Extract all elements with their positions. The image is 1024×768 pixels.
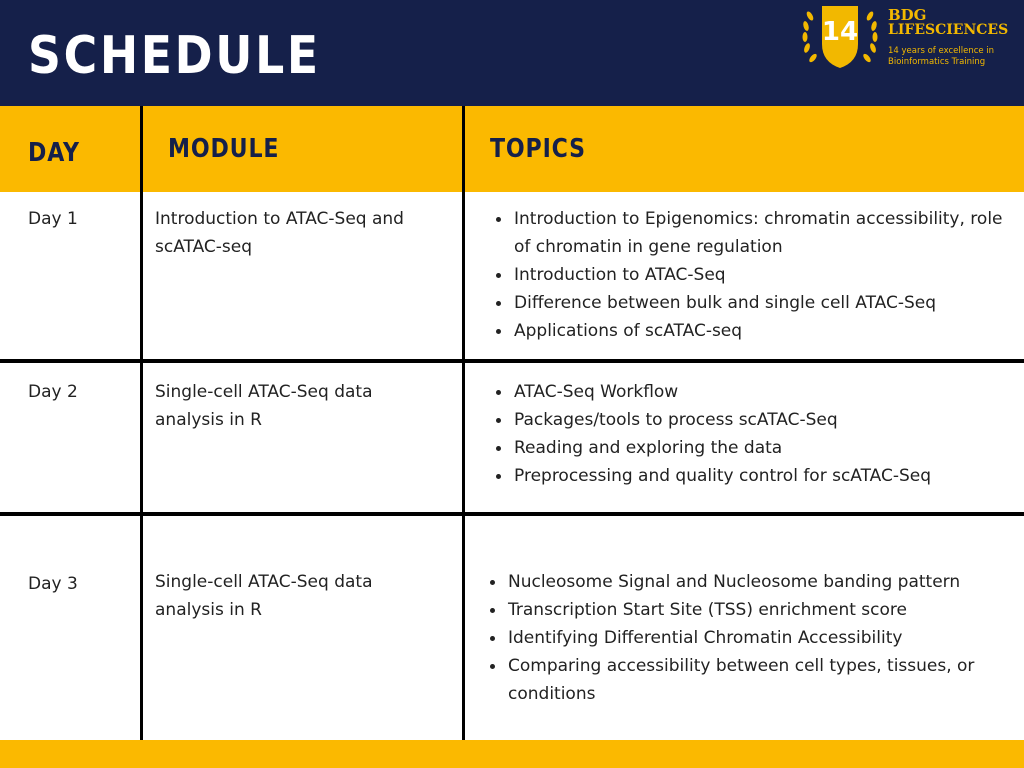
row2-topics: [490, 378, 1010, 490]
logo-number: 14: [821, 17, 859, 47]
footer-band: [0, 740, 1024, 768]
table-header-row: [0, 106, 1024, 192]
row-divider: [0, 512, 1024, 516]
logo-name-line2: LIFESCIENCES: [888, 22, 1009, 38]
column-divider: [462, 106, 465, 740]
list-item: Introduction to Epigenomics: chromatin accessibility, role of chromatin in gene regulation: [490, 205, 1010, 261]
list-item: Applications of scATAC-seq: [490, 317, 1010, 345]
logo-tagline: 14 years of excellence in Bioinformatics Training: [888, 46, 995, 67]
list-item: ATAC-Seq Workflow: [490, 378, 1010, 406]
row3-day: Day 3: [28, 574, 78, 594]
column-divider: [140, 106, 143, 740]
row3-module: Single-cell ATAC-Seq data analysis in R: [155, 572, 373, 620]
column-header-day: DAY: [28, 138, 80, 168]
list-item: Comparing accessibility between cell types, tissues, or conditions: [484, 652, 1004, 708]
list-item: Identifying Differential Chromatin Accessibility: [484, 624, 1004, 652]
list-item: Introduction to ATAC-Seq: [490, 261, 1010, 289]
list-item: Transcription Start Site (TSS) enrichment score: [484, 596, 1004, 624]
list-item: Nucleosome Signal and Nucleosome banding pattern: [484, 568, 1004, 596]
row1-topics: [490, 205, 1010, 345]
company-logo: [796, 2, 1022, 72]
row1-module: Introduction to ATAC-Seq and scATAC-seq: [155, 209, 404, 257]
list-item: Difference between bulk and single cell ATAC-Seq: [490, 289, 1010, 317]
row3-topics: [484, 568, 1004, 708]
row-divider: [0, 359, 1024, 363]
column-header-topics: TOPICS: [490, 134, 586, 164]
header-band: [0, 0, 1024, 106]
list-item: Reading and exploring the data: [490, 434, 1010, 462]
row2-module: Single-cell ATAC-Seq data analysis in R: [155, 382, 373, 430]
list-item: Preprocessing and quality control for scATAC-Seq: [490, 462, 1010, 490]
logo-name: [888, 8, 1008, 38]
row1-day: Day 1: [28, 209, 78, 229]
column-header-module: MODULE: [168, 134, 280, 164]
row2-day: Day 2: [28, 382, 78, 402]
list-item: Packages/tools to process scATAC-Seq: [490, 406, 1010, 434]
page-title: SCHEDULE: [28, 26, 321, 86]
logo-name-line1: BDG: [888, 6, 927, 24]
